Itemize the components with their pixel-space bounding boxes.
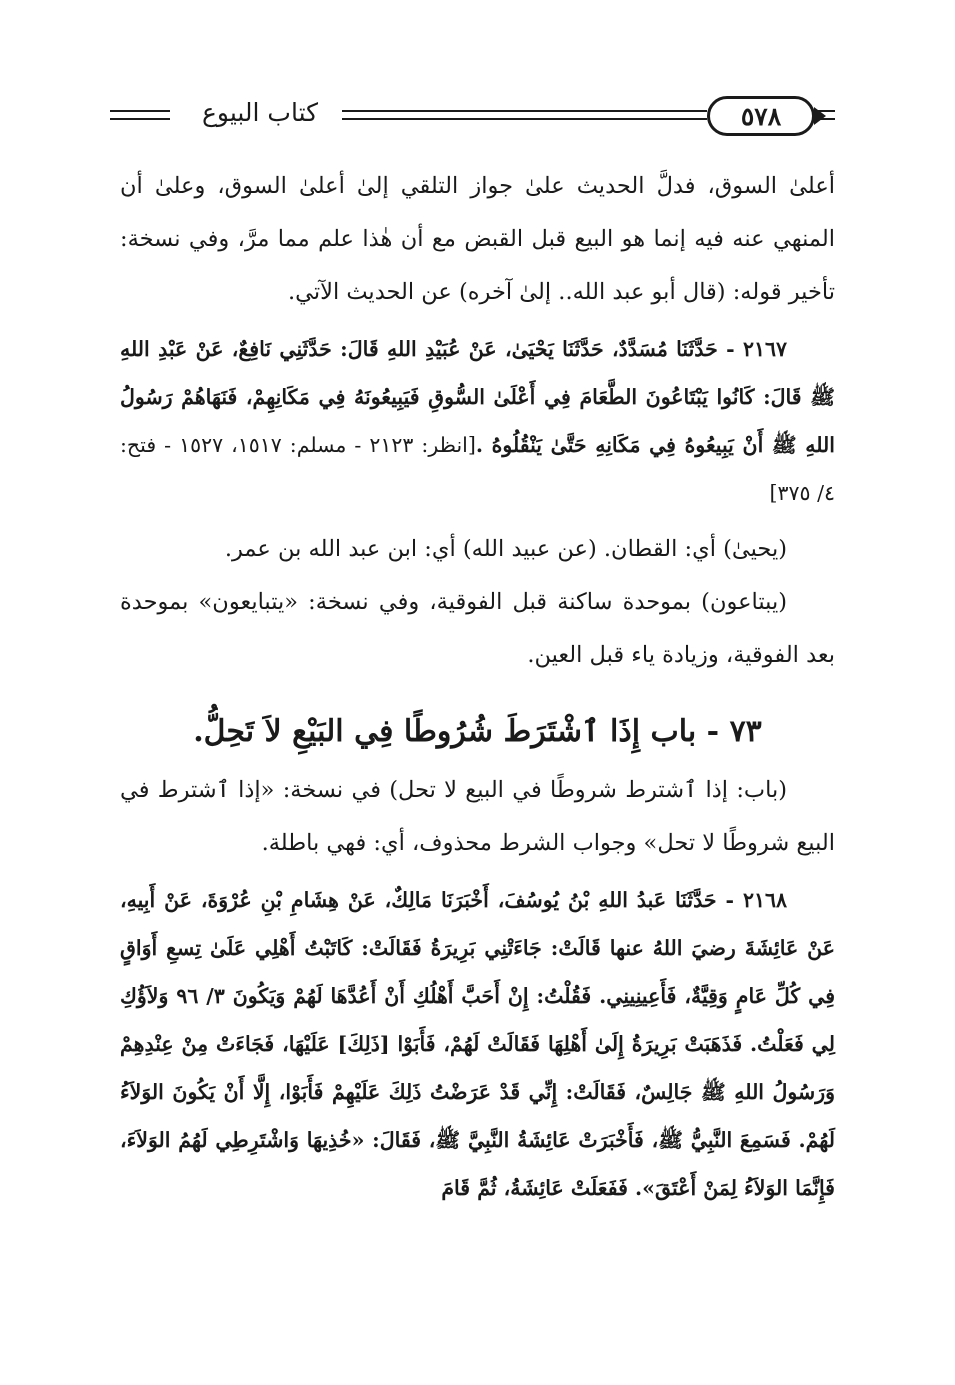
main-text (120, 160, 835, 1212)
commentary-paragraph: (باب: إذا ٱشترط شروطًا في البيع لا تحل) في نسخة: «إذا ٱشترط في البيع شروطًا لا تحل» وجواب الشرط محذوف، أي: فهي باطلة. (120, 777, 835, 856)
hadith-2167-reference: [انظر: ٢١٢٣ - مسلم: ١٥١٧، ١٥٢٧ - فتح: ٤/ ٣٧٥] (120, 433, 835, 505)
chapter-heading: ٧٣ - باب إِذَا ٱشْتَرَطَ شُرُوطًا فِي البَيْعِ لاَ تَحِلُّ. (193, 714, 762, 749)
header-rule-mid-1 (342, 110, 707, 112)
hadith-2167 (120, 325, 835, 517)
header-rule-left-1 (110, 110, 170, 112)
page-header (110, 92, 835, 142)
running-title: كتاب البيوع (201, 98, 319, 127)
hadith-2167-text: ٢١٦٧ - حَدَّثَنَا مُسَدَّدٌ، حَدَّثَنَا يَحْيَىٰ، عَنْ عُبَيْدِ اللهِ قَالَ: حَدَّثَنِي نَافِعٌ، عَنْ عَبْدِ اللهِ ﷺ قَالَ: كَانُوا يَبْتَاعُونَ الطَّعَامَ فِي أَعْلَىٰ السُّوقِ فَيَبِيعُونَهُ فِي مَكَانِهِمْ، فَنَهَاهُمْ رَسُولُ اللهِ ﷺ أَنْ يَبِيعُوهُ فِي مَكَانِهِ حَتَّىٰ يَنْقُلُوهُ . (120, 337, 836, 457)
hadith-2168: ٢١٦٨ - حَدَّثَنَا عَبدُ اللهِ بْنُ يُوسُفَ، أَخْبَرَنَا مَالِكٌ، عَنْ هِشَامِ بْنِ عُرْوَةَ، عَنْ أَبِيهِ، عَنْ عَائِشَةَ رضيَ اللهُ عنها قَالَتْ: جَاءَتْنِي بَرِيرَةُ فَقَالَتْ: كَاتَبْتُ أَهْلِي عَلَىٰ تِسعِ أَوَاقٍ فِي كُلِّ عَامٍ وَقِيَّةٌ، فَأَعِينِينِي. فَقُلْتُ: إِنْ أَحَبَّ أَهْلُكِ أَنْ أَعُدَّهَا لَهُمْ وَيَكُونَ ٣/ ٩٦ وَلاَؤُكِ لِي فَعَلْتُ. فَذَهَبَتْ بَرِيرَةُ إِلَىٰ أَهْلِهَا فَقَالَتْ لَهُمْ، فَأَبَوْا [ذَلِكَ] عَلَيْهَا، فَجَاءَتْ مِنْ عِنْدِهِمْ وَرَسُولُ اللهِ ﷺ جَالِسٌ، فَقَالَتْ: إِنِّي قَدْ عَرَضْتُ ذَلِكَ عَلَيْهِمْ فَأَبَوْا، إِلَّا أَنْ يَكُونَ الوَلاَءُ لَهُمْ. فَسَمِعَ النَّبِيُّ ﷺ، فَأَخْبَرَتْ عَائِشَةُ النَّبِيَّ ﷺ، فَقَالَ: «خُذِيهَا وَاشْتَرِطِي لَهُمُ الوَلاَءَ، فَإِنَّمَا الوَلاَءُ لِمَنْ أَعْتَقَ». فَفَعَلَتْ عَائِشَةُ، ثُمَّ قَامَ (120, 888, 835, 1200)
header-rule-left-2 (110, 118, 170, 120)
commentary-paragraph: (يحيىٰ) أي: القطان. (عن عبيد الله) أي: ابن عبد الله بن عمر. (224, 536, 787, 562)
commentary-paragraph: أعلىٰ السوق، فدلَّ الحديث علىٰ جواز التلقي إلىٰ أعلىٰ السوق، وعلىٰ أن المنهي عنه فيه إنما هو البيع قبل القبض مع أن هٰذا علم مما مرَّ، وفي نسخة: تأخير قوله: (قال أبو عبد الله.. إلىٰ آخره) عن الحديث الآتي. (120, 173, 835, 305)
header-rule-mid-2 (342, 118, 707, 120)
page-number: ٥٧٨ (707, 96, 815, 136)
commentary-paragraph: (يبتاعون) بموحدة ساكنة قبل الفوقية، وفي نسخة: «يتبايعون» بموحدة بعد الفوقية، وزيادة ياء قبل العين. (120, 589, 835, 668)
